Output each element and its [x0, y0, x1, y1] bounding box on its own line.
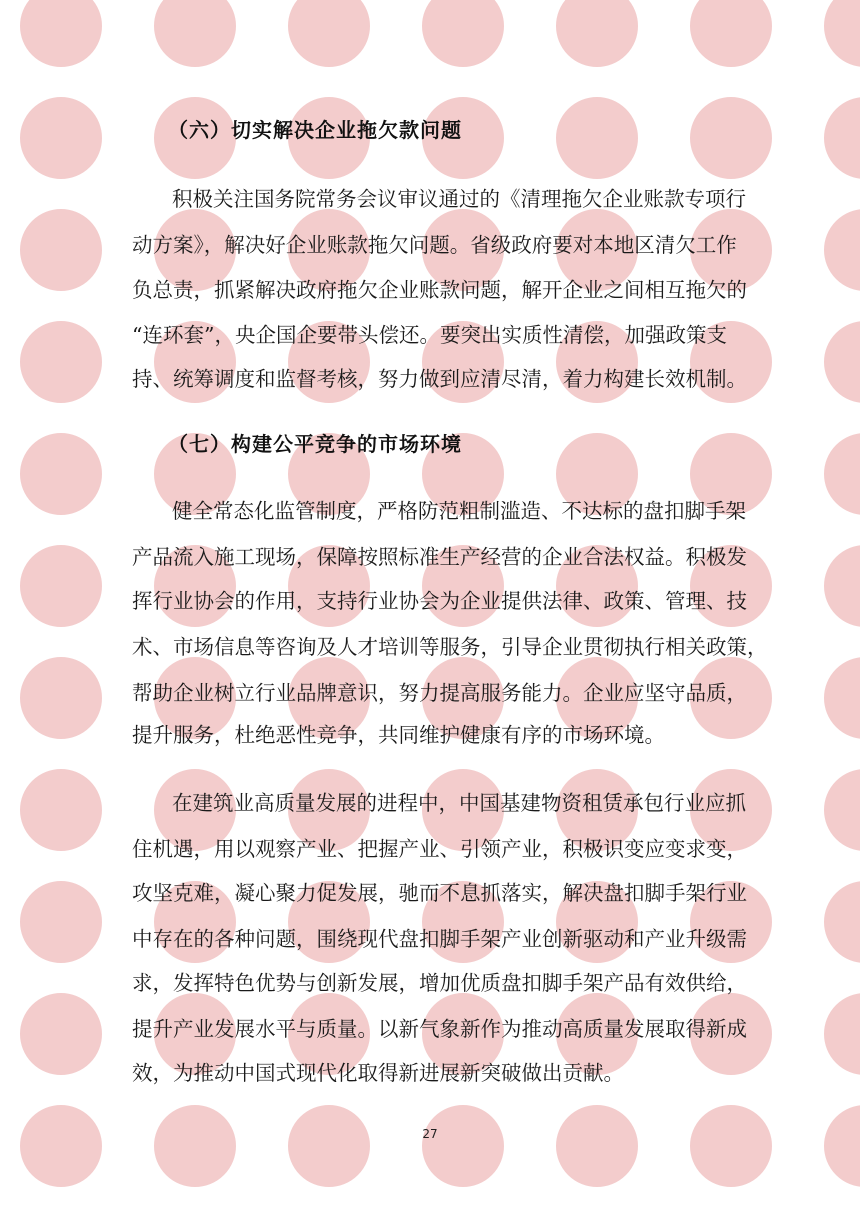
paragraph-line: 负总责，抓紧解决政府拖欠企业账款问题，解开企业之间相互拖欠的	[132, 278, 747, 302]
paragraph-line: 积极关注国务院常务会议审议通过的《清理拖欠企业账款专项行	[172, 187, 746, 211]
paragraph-line: 中存在的各种问题，围绕现代盘扣脚手架产业创新驱动和产业升级需	[132, 927, 747, 951]
paragraph-line: 提升产业发展水平与质量。以新气象新作为推动高质量发展取得新成	[132, 1017, 747, 1041]
paragraph-line: 在建筑业高质量发展的进程中，中国基建物资租赁承包行业应抓	[172, 791, 746, 815]
paragraph-line: “连环套”，央企国企要带头偿还。要突出实质性清偿，加强政策支	[132, 323, 727, 347]
section-6-heading: （六）切实解决企业拖欠款问题	[168, 118, 462, 142]
paragraph-line: 提升服务，杜绝恶性竞争，共同维护健康有序的市场环境。	[132, 723, 665, 747]
paragraph-line: 动方案》，解决好企业账款拖欠问题。省级政府要对本地区清欠工作	[132, 233, 737, 257]
paragraph-line: 求，发挥特色优势与创新发展，增加优质盘扣脚手架产品有效供给，	[132, 971, 747, 995]
paragraph-line: 持、统筹调度和监督考核，努力做到应清尽清，着力构建长效机制。	[132, 367, 747, 391]
paragraph-line: 攻坚克难，凝心聚力促发展，驰而不息抓落实，解决盘扣脚手架行业	[132, 881, 747, 905]
paragraph-line: 产品流入施工现场，保障按照标准生产经营的企业合法权益。积极发	[132, 545, 747, 569]
paragraph-line: 术、市场信息等咨询及人才培训等服务，引导企业贯彻执行相关政策，	[132, 635, 768, 659]
paragraph-line: 帮助企业树立行业品牌意识，努力提高服务能力。企业应坚守品质，	[132, 681, 747, 705]
section-7-heading: （七）构建公平竞争的市场环境	[168, 432, 462, 456]
paragraph-line: 健全常态化监管制度，严格防范粗制滥造、不达标的盘扣脚手架	[172, 499, 746, 523]
page-number: 27	[422, 1127, 438, 1141]
paragraph-line: 住机遇，用以观察产业、把握产业、引领产业，积极识变应变求变，	[132, 837, 747, 861]
paragraph-line: 效，为推动中国式现代化取得新进展新突破做出贡献。	[132, 1061, 624, 1085]
paragraph-line: 挥行业协会的作用，支持行业协会为企业提供法律、政策、管理、技	[132, 589, 747, 613]
